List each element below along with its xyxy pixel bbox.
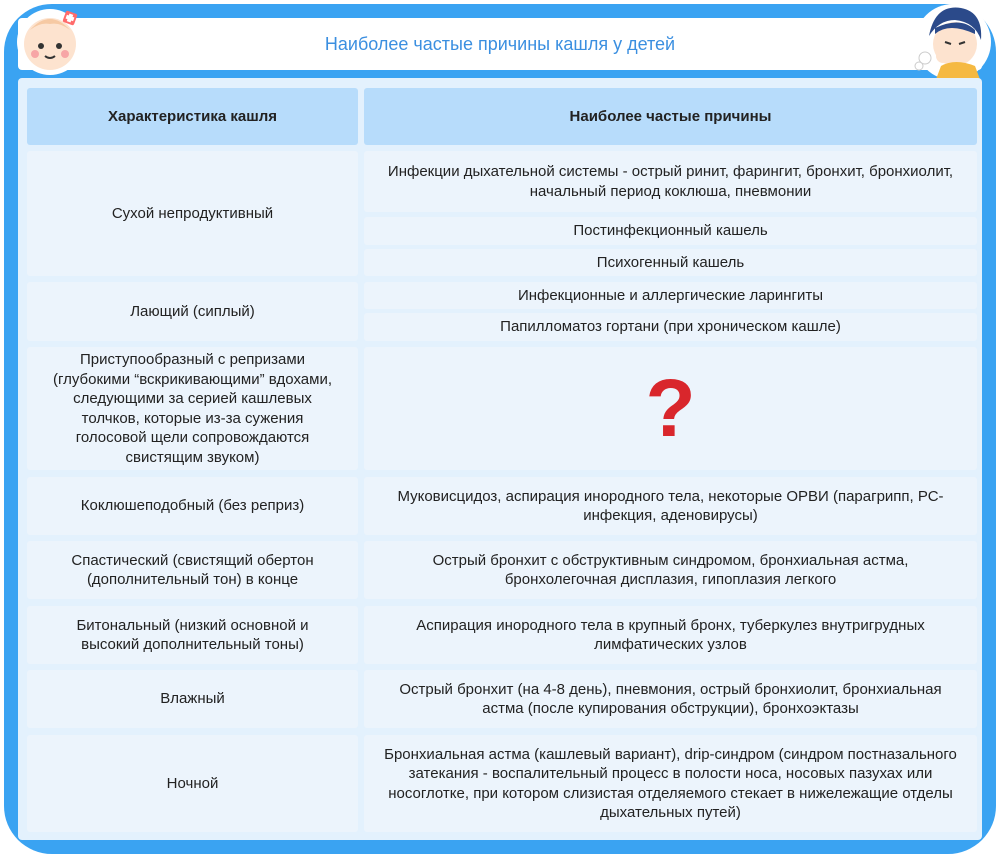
cause-cell: Муковисцидоз, аспирация инородного тела, некоторые ОРВИ (парагрипп, РС-инфекция, аденовирусы)	[364, 477, 977, 535]
characteristic-cell: Битональный (низкий основной и высокий дополнительный тоны)	[27, 606, 358, 664]
baby-face-icon	[10, 0, 90, 80]
cause-cell: Острый бронхит (на 4-8 день), пневмония, острый бронхиолит, бронхиальная астма (после купирования обструкции), бронхоэктазы	[364, 670, 977, 728]
cause-cell: Постинфекционный кашель	[364, 217, 977, 245]
characteristic-cell: Спастический (свистящий обертон (дополнительный тон) в конце	[27, 541, 358, 599]
page-title: Наиболее частые причины кашля у детей	[324, 33, 676, 54]
cause-cell: Инфекции дыхательной системы - острый ринит, фарингит, бронхит, бронхиолит, начальный период коклюша, пневмонии	[364, 151, 977, 212]
header-characteristic: Характеристика кашля	[27, 88, 358, 145]
cause-cell: Инфекционные и аллергические ларингиты	[364, 282, 977, 309]
question-cell	[364, 347, 977, 470]
characteristic-cell: Приступообразный с репризами (глубокими “вскрикивающими” вдохами, следующими за серией кашлевых толчков, которые из-за сужения голосовой щели сопровождаются свистящим звуком)	[27, 347, 358, 470]
characteristic-cell: Лающий (сиплый)	[27, 282, 358, 341]
title-bar	[18, 18, 982, 70]
characteristic-cell: Влажный	[27, 670, 358, 728]
cause-cell: Психогенный кашель	[364, 249, 977, 276]
characteristic-cell: Коклюшеподобный (без реприз)	[27, 477, 358, 535]
header-causes: Наиболее частые причины	[364, 88, 977, 145]
coughing-child-icon	[905, 0, 1000, 82]
question-mark-icon: ?	[645, 362, 696, 454]
cause-cell: Папилломатоз гортани (при хроническом кашле)	[364, 313, 977, 341]
characteristic-cell: Сухой непродуктивный	[27, 151, 358, 276]
cause-cell: Острый бронхит с обструктивным синдромом, бронхиальная астма, бронхолегочная дисплазия, гипоплазия легкого	[364, 541, 977, 599]
cause-cell: Аспирация инородного тела в крупный бронх, туберкулез внутригрудных лимфатических узлов	[364, 606, 977, 664]
characteristic-cell: Ночной	[27, 735, 358, 832]
cause-cell: Бронхиальная астма (кашлевый вариант), drip-синдром (синдром постназального затекания - воспалительный процесс в полости носа, носовых пазухах или носоглотке, при котором слизистая отделяемого стекает в нижележащие отделы дыхательных путей)	[364, 735, 977, 832]
